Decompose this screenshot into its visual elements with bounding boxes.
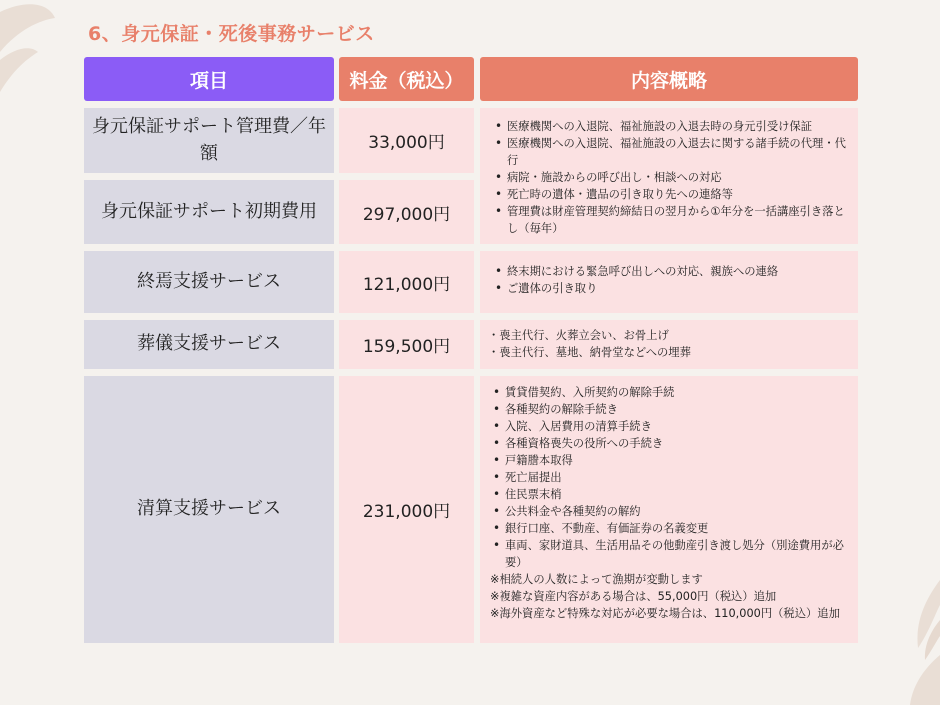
item-cell-guarantee-fee: 身元保証サポート管理費／年額 [84, 108, 334, 173]
header-description: 内容概略 [480, 57, 858, 101]
list-item: • ご遺体の引き取り [492, 280, 846, 297]
fee-cell-end-of-life: 121,000円 [339, 251, 474, 313]
list-item: • 病院・施設からの呼び出し・相談への対応 [492, 169, 846, 186]
decorative-leaf-bottom-right [880, 560, 940, 705]
note-text: ※相続人の人数によって漁期が変動します [490, 573, 703, 586]
list-item: ・喪主代行、火葬立会い、お骨上げ [488, 329, 669, 342]
list-item: • 賃貸借契約、入所契約の解除手続 [490, 384, 846, 401]
item-cell-guarantee-initial: 身元保証サポート初期費用 [84, 180, 334, 244]
fee-cell-settlement: 231,000円 [339, 376, 474, 643]
list-item: • 公共料金や各種契約の解約 [490, 503, 846, 520]
note-text: ※複雑な資産内容がある場合は、55,000円（税込）追加 [490, 590, 777, 603]
list-item: • 車両、家財道具、生活用品その他動産引き渡し処分（別途費用が必要） [490, 537, 846, 571]
list-item: • 各種契約の解除手続き [490, 401, 846, 418]
description-cell-end-of-life [480, 251, 858, 313]
list-item: • 医療機関への入退院、福祉施設の入退去に関する諸手続の代理・代行 [492, 135, 846, 169]
item-cell-funeral: 葬儀支援サービス [84, 320, 334, 369]
list-item: • 銀行口座、不動産、有価証券の名義変更 [490, 520, 846, 537]
fee-cell-guarantee-fee: 33,000円 [339, 108, 474, 173]
decorative-leaf-top-left [0, 0, 60, 100]
description-cell-guarantee [480, 108, 858, 244]
item-cell-end-of-life: 終焉支援サービス [84, 251, 334, 313]
list-item: • 管理費は財産管理契約締結日の翌月から①年分を一括講座引き落とし（毎年） [492, 203, 846, 237]
header-item: 項目 [84, 57, 334, 101]
fee-cell-funeral: 159,500円 [339, 320, 474, 369]
header-fee: 料金（税込） [339, 57, 474, 101]
list-item: • 住民票末梢 [490, 486, 846, 503]
list-item: • 入院、入居費用の清算手続き [490, 418, 846, 435]
note-text: ※海外資産など特殊な対応が必要な場合は、110,000円（税込）追加 [490, 607, 840, 620]
list-item: • 終末期における緊急呼び出しへの対応、親族への連絡 [492, 263, 846, 280]
description-cell-settlement [480, 376, 858, 643]
list-item: • 死亡時の遺体・遺品の引き取り先への連絡等 [492, 186, 846, 203]
list-item: ・喪主代行、墓地、納骨堂などへの埋葬 [488, 346, 691, 359]
item-cell-settlement: 清算支援サービス [84, 376, 334, 643]
list-item: • 各種資格喪失の役所への手続き [490, 435, 846, 452]
page-title: 6、身元保証・死後事務サービス [88, 23, 375, 45]
list-item: • 死亡届提出 [490, 469, 846, 486]
list-item: • 戸籍謄本取得 [490, 452, 846, 469]
description-cell-funeral [480, 320, 858, 369]
fee-cell-guarantee-initial: 297,000円 [339, 180, 474, 244]
list-item: • 医療機関への入退院、福祉施設の入退去時の身元引受け保証 [492, 118, 846, 135]
